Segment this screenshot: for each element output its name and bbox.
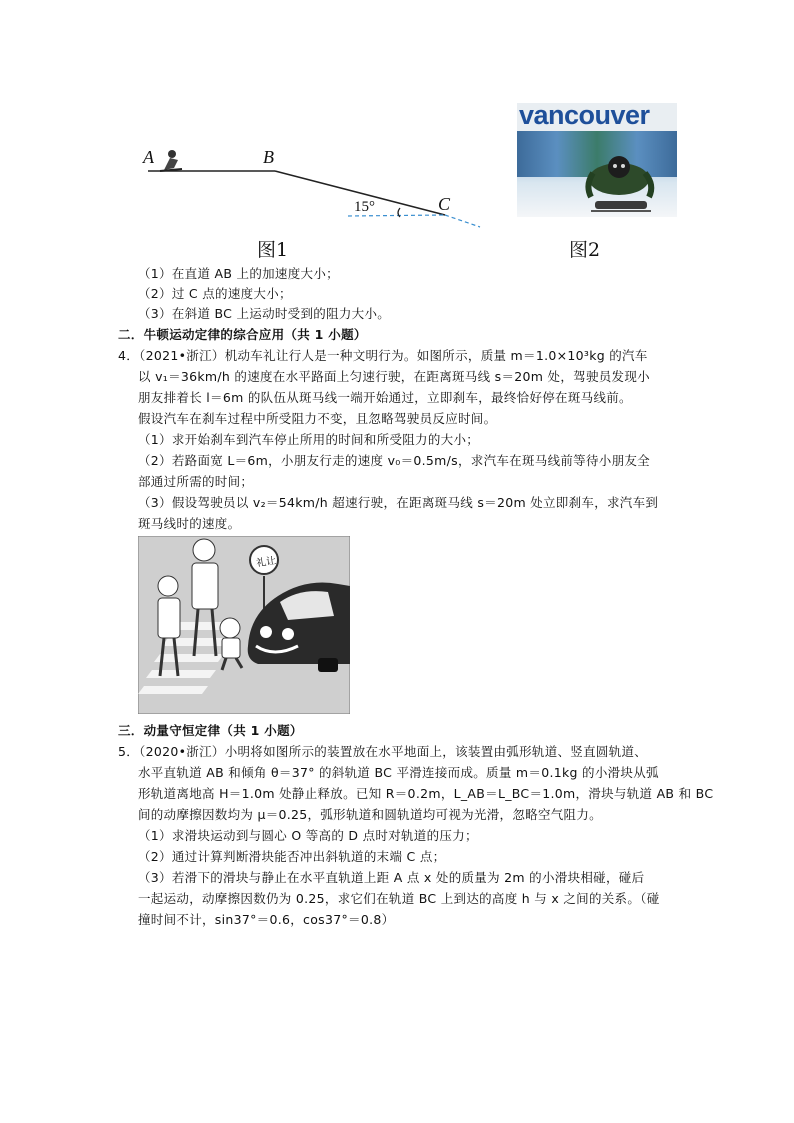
section3-heading: 三．动量守恒定律（共 1 小题） <box>118 723 303 738</box>
q5-part3b: 一起运动，动摩擦因数仍为 0.25，求它们在轨道 BC 上到达的高度 h 与 x 之间的关系。（碰 <box>138 891 660 906</box>
q4-line1: 4．（2021•浙江）机动车礼让行人是一种文明行为。如图所示，质量 m＝1.0×10³kg 的汽车 <box>118 348 648 363</box>
q4-part2b: 部通过所需的时间； <box>138 474 254 489</box>
skeleton-rider-icon <box>583 145 663 217</box>
q3-part3: （3）在斜道 BC 上运动时受到的阻力大小。 <box>138 306 391 321</box>
skier-icon <box>160 150 182 171</box>
q4-part2a: （2）若路面宽 L＝6m，小朋友行走的速度 v₀＝0.5m/s，求汽车在斑马线前等待小朋友全 <box>138 453 650 468</box>
q4-line4: 假设汽车在刹车过程中所受阻力不变，且忽略驾驶员反应时间。 <box>138 411 497 426</box>
continuation-dash <box>445 215 480 227</box>
yield-sign-text: 礼让 <box>255 555 277 570</box>
q5-line2: 水平直轨道 AB 和倾角 θ＝37° 的斜轨道 BC 平滑连接而成。质量 m＝0.1kg 的小滑块从弧 <box>138 765 659 780</box>
q4-part3b: 斑马线时的速度。 <box>138 516 241 531</box>
figure1-angle: 15° <box>354 199 375 215</box>
figure1-label-b: B <box>263 147 274 167</box>
q4-part1: （1）求开始刹车到汽车停止所用的时间和所受阻力的大小； <box>138 432 480 447</box>
figure2-photo <box>517 103 677 217</box>
q5-line4: 间的动摩擦因数均为 μ＝0.25，弧形轨道和圆轨道均可视为光滑，忽略空气阻力。 <box>138 807 602 822</box>
figure2-caption: 图2 <box>569 239 601 261</box>
q3-part2: （2）过 C 点的速度大小； <box>138 286 292 301</box>
figure1-label-a: A <box>143 147 154 167</box>
figure1-diagram <box>130 140 490 235</box>
q5-line1: 5．（2020•浙江）小明将如图所示的装置放在水平地面上，该装置由弧形轨道、竖直圆轨道、 <box>118 744 648 759</box>
q4-line2: 以 v₁＝36km/h 的速度在水平路面上匀速行驶，在距离斑马线 s＝20m 处，驾驶员发现小 <box>138 369 650 384</box>
q4-part3a: （3）假设驾驶员以 v₂＝54km/h 超速行驶，在距离斑马线 s＝20m 处立即刹车，求汽车到 <box>138 495 659 510</box>
q5-part3a: （3）若滑下的滑块与静止在水平直轨道上距 A 点 x 处的质量为 2m 的小滑块相碰，碰后 <box>138 870 645 885</box>
figure1-label-c: C <box>438 194 451 214</box>
figure1-caption: 图1 <box>257 239 289 261</box>
q5-part1: （1）求滑块运动到与圆心 O 等高的 D 点时对轨道的压力； <box>138 828 478 843</box>
figure2-banner-text: vancouver <box>519 103 650 130</box>
q4-line3: 朋友排着长 l＝6m 的队伍从斑马线一端开始通过，立即刹车，最终恰好停在斑马线前。 <box>138 390 632 405</box>
q5-line3: 形轨道离地高 H＝1.0m 处静止释放。已知 R＝0.2m，L_AB＝L_BC＝1.0m，滑块与轨道 AB 和 BC <box>138 786 714 801</box>
q5-part3c: 撞时间不计，sin37°＝0.6，cos37°＝0.8） <box>138 912 395 927</box>
crosswalk-illustration <box>138 536 350 714</box>
section2-heading: 二．牛顿运动定律的综合应用（共 1 小题） <box>118 327 367 342</box>
q5-part2: （2）通过计算判断滑块能否冲出斜轨道的末端 C 点； <box>138 849 446 864</box>
q3-part1: （1）在直道 AB 上的加速度大小； <box>138 266 339 281</box>
